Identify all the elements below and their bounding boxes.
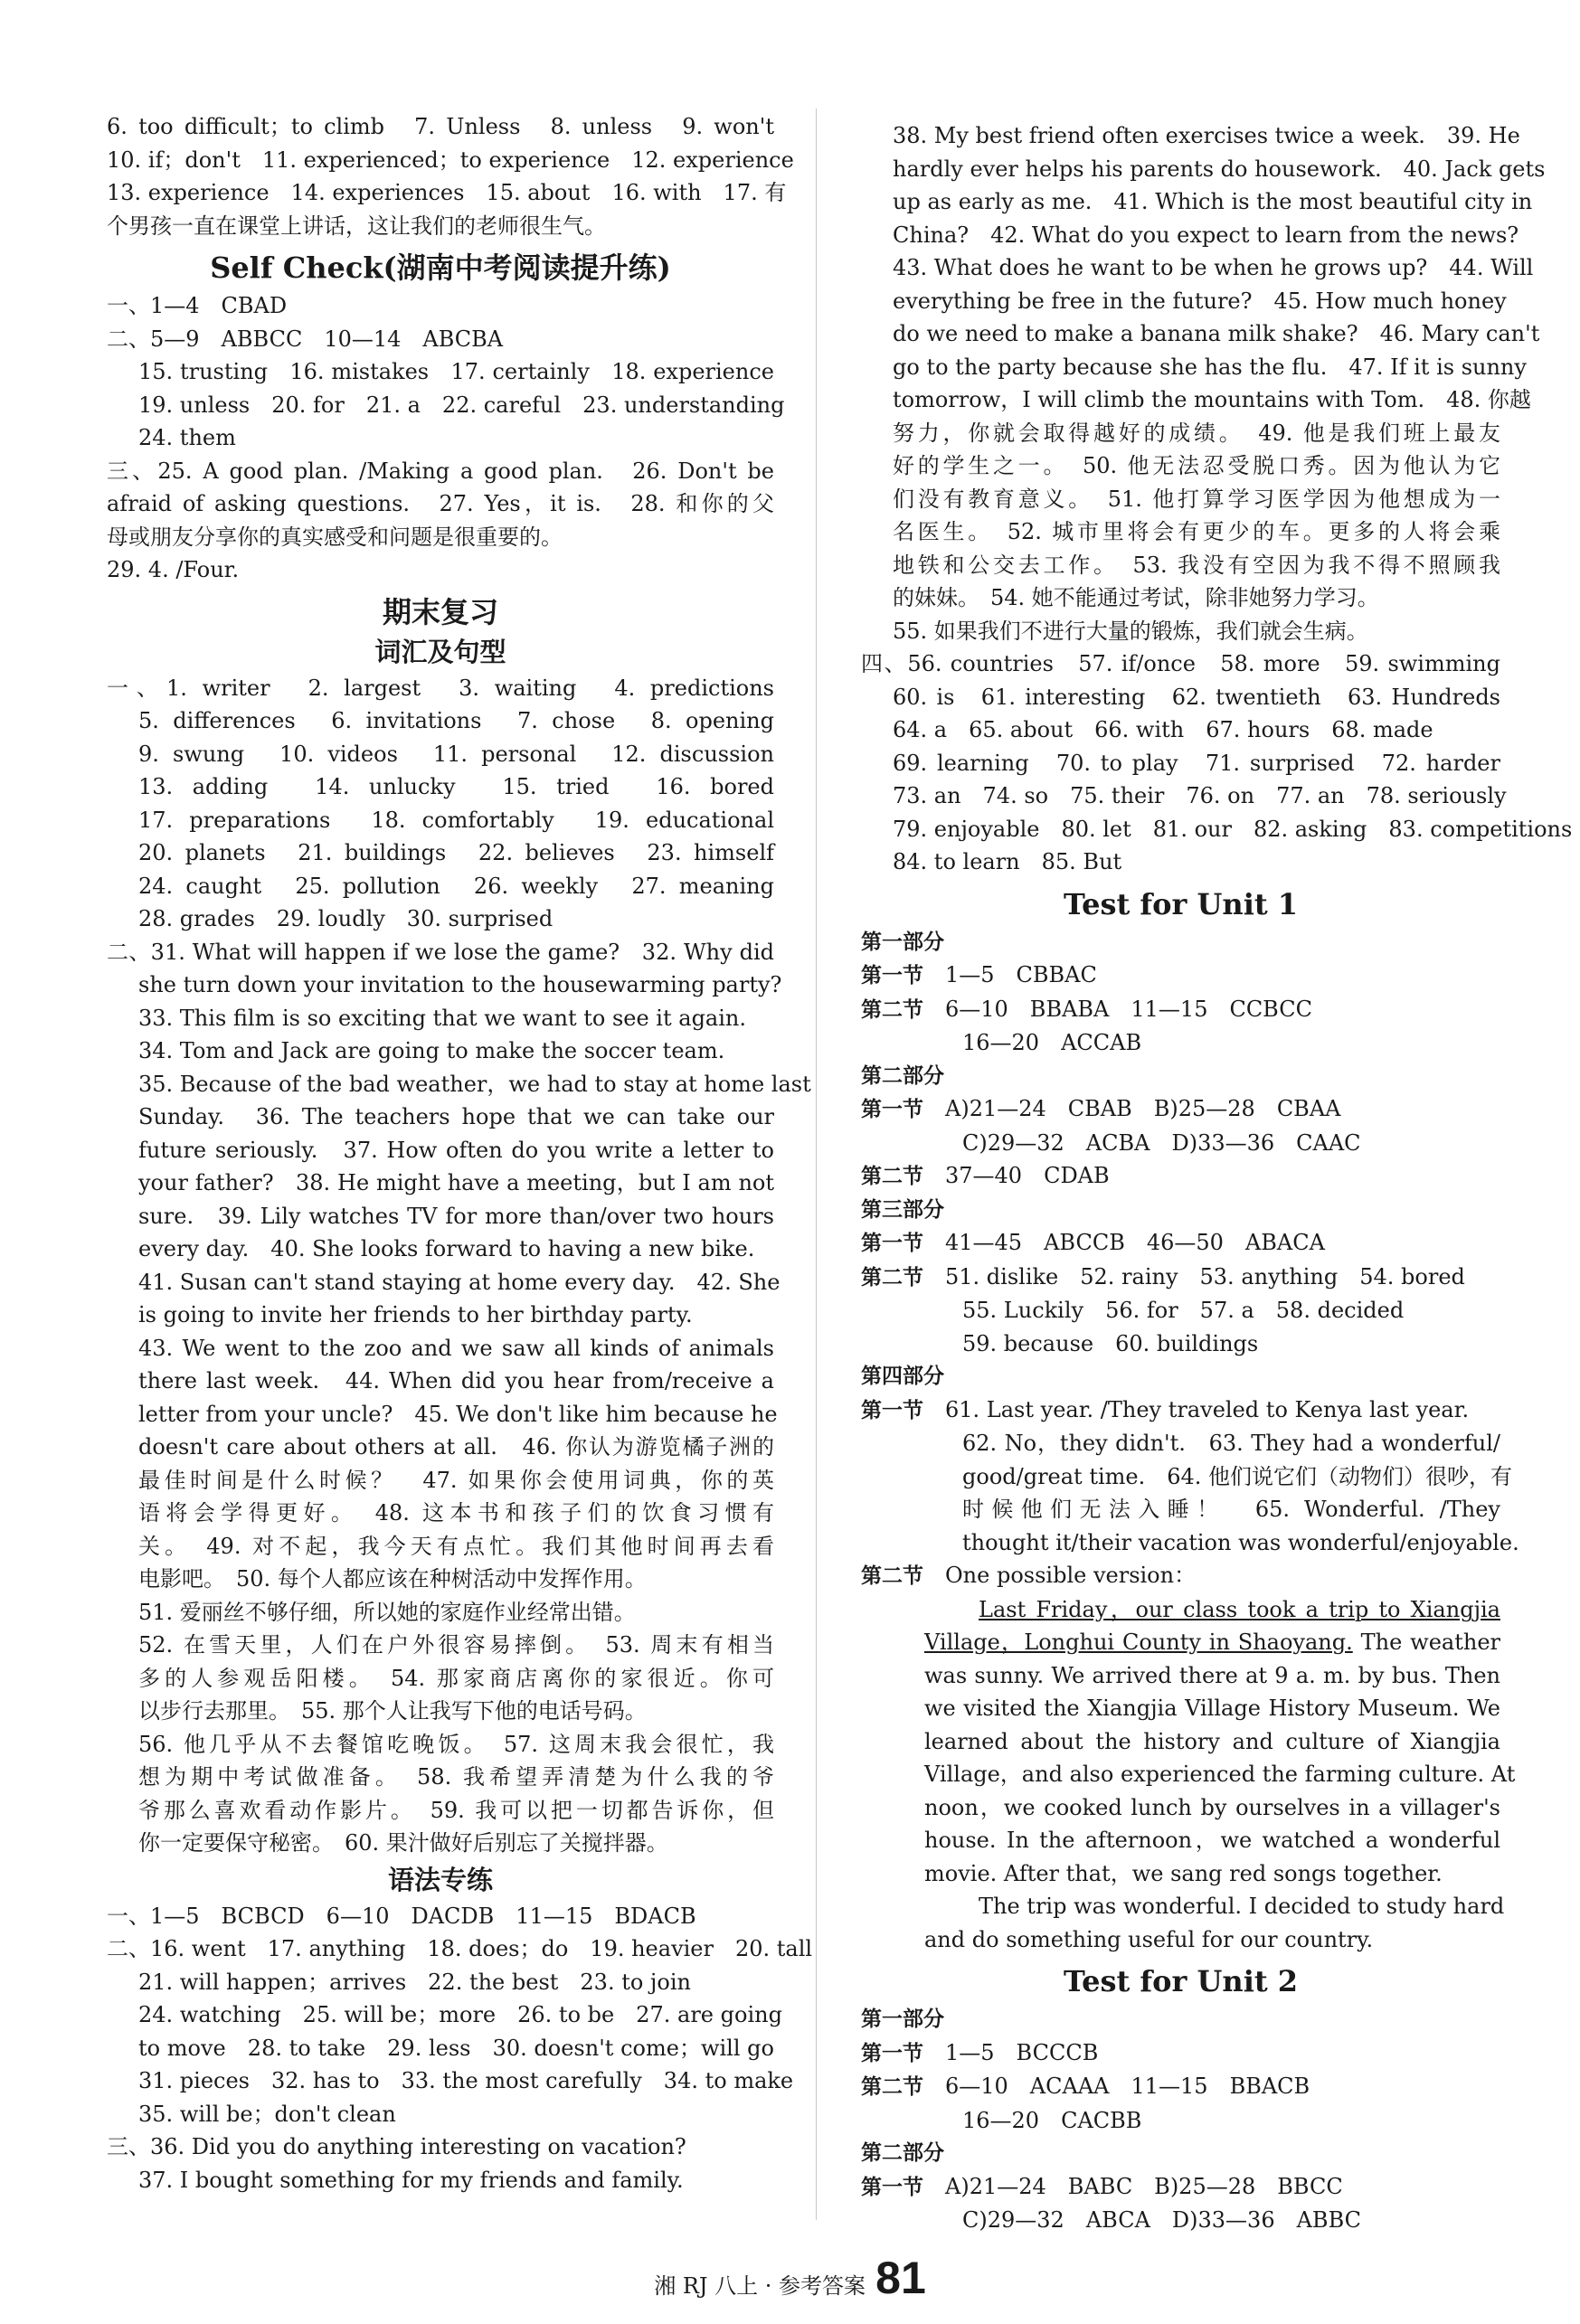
subsection-label: 第一节 (861, 1398, 923, 1422)
answer-line: 34. Tom and Jack are going to make the soccer team. (138, 1038, 725, 1063)
answer-line: 爷那么喜欢看动作影片。 59. 我可以把一切都告诉你，但 (138, 1797, 774, 1823)
answer-line: 69. learning 70. to play 71. surprised 72. harder (893, 750, 1500, 776)
answer-line: 多的人参观岳阳楼。 54. 那家商店离你的家很近。你可 (138, 1665, 774, 1691)
part-label: 第二部分 (861, 2141, 944, 2165)
subsection-line (861, 1261, 1500, 1295)
answer-line: 9. swung 10. videos 11. personal 12. discussion (138, 741, 774, 767)
answer-text: A)21—24 CBAB B)25—28 CBAA (945, 1096, 1341, 1121)
part-label: 第一部分 (861, 2008, 944, 2031)
answer-line: 时候他们无法入睡！ 65. Wonderful. /They (962, 1497, 1500, 1522)
answer-line: 想为期中考试做准备。 58. 我希望弄清楚为什么我的爷 (138, 1764, 774, 1790)
subsection-line (861, 1393, 1500, 1428)
answer-line: doesn't care about others at all. 46. 你认为游览橘子洲的 (138, 1434, 774, 1460)
answer-line (861, 1593, 1500, 1627)
answer-line: 6. too difficult；to climb 7. Unless 8. unless 9. won't (107, 114, 774, 139)
subsection-line (861, 993, 1500, 1027)
answer-line: Sunday. 36. The teachers hope that we can take our (138, 1104, 774, 1129)
answer-line: 73. an 74. so 75. their 76. on 77. an 78. seriously (893, 783, 1507, 808)
subsection-label: 第二节 (861, 1564, 923, 1588)
subsection-label: 第一节 (861, 1098, 923, 1121)
answer-text: The weather (1352, 1630, 1500, 1655)
page-number: 81 (875, 2253, 926, 2303)
answer-line: 24. caught 25. pollution 26. weekly 27. meaning (138, 873, 774, 899)
answer-text: 37—40 CDAB (945, 1163, 1110, 1188)
answer-line: we visited the Xiangjia Village History Museum. We (924, 1696, 1500, 1721)
answer-line: every day. 40. She looks forward to having a new bike. (138, 1236, 755, 1261)
answer-text: 6—10 ACAAA 11—15 BBACB (945, 2074, 1310, 2099)
subsection-label: 第二节 (861, 997, 923, 1022)
subsection-line (861, 959, 1500, 993)
answer-line: 的妹妹。 54. 她不能通过考试，除非她努力学习。 (893, 585, 1379, 610)
answer-line: 13. adding 14. unlucky 15. tried 16. bored (138, 774, 774, 799)
answer-line: go to the party because she has the flu. 47. If it is sunny (893, 354, 1527, 380)
answer-line: 35. Because of the bad weather，we had to stay at home last (138, 1071, 811, 1097)
answer-text: 51. dislike 52. rainy 53. anything 54. bored (945, 1263, 1465, 1290)
answer-line: do we need to make a banana milk shake? 46. Mary can't (893, 321, 1540, 346)
answer-line: 关。 49. 对不起，我今天有点忙。我们其他时间再去看 (138, 1533, 774, 1559)
answer-line: 24. watching 25. will be；more 26. to be 27. are going (138, 2002, 782, 2027)
subsection-label: 第二节 (861, 1165, 923, 1188)
page-footer (0, 2252, 1580, 2304)
subsection-line (861, 2070, 1500, 2104)
answer-line: 母或朋友分享你的真实感受和问题是很重要的。 (107, 524, 563, 550)
answer-line: 43. What does he want to be when he grows up? 44. Will (893, 255, 1534, 280)
answer-line: sure. 39. Lily watches TV for more than/over two hours (138, 1203, 774, 1229)
answer-line: 19. unless 20. for 21. a 22. careful 23. understanding (138, 392, 785, 418)
answer-line: 13. experience 14. experiences 15. about 16. with 17. 有 (107, 180, 787, 205)
subsection-label: 第二节 (861, 2075, 923, 2099)
section-heading: 期末复习 (382, 594, 498, 629)
answer-line: 17. preparations 18. comfortably 19. educational (138, 807, 774, 833)
footer-label: 湘 RJ 八上 · 参考答案 (654, 2273, 866, 2299)
answer-line: house. In the afternoon，we watched a wonderful (924, 1828, 1500, 1853)
answer-line: 们没有教育意义。 51. 他打算学习医学因为他想成为一 (893, 486, 1500, 512)
answer-line: 好的学生之一。 50. 他无法忍受脱口秀。因为他认为它 (893, 453, 1500, 478)
answer-line: 37. I bought something for my friends and family. (138, 2167, 684, 2193)
answer-line: China? 42. What do you expect to learn from the news? (893, 222, 1519, 248)
answer-line: everything be free in the future? 45. How much honey (893, 288, 1507, 314)
answer-line: 二、31. What will happen if we lose the game? 32. Why did (107, 939, 774, 965)
answer-line: there last week. 44. When did you hear from/receive a (138, 1368, 774, 1393)
subsection-line (861, 2170, 1500, 2205)
answer-line: 20. planets 21. buildings 22. believes 23. himself (138, 840, 774, 865)
answer-line: The trip was wonderful. I decided to study hard (979, 1894, 1505, 1919)
answer-line: noon，we cooked lunch by ourselves in a villager's (924, 1794, 1500, 1820)
answer-line: 二、16. went 17. anything 18. does；do 19. heavier 20. tall (107, 1936, 813, 1961)
answer-line: 24. them (138, 425, 236, 450)
answer-line: 四、56. countries 57. if/once 58. more 59. swimming (861, 651, 1500, 676)
answer-line: 三、25. A good plan. /Making a good plan. 26. Don't be (107, 458, 774, 484)
answer-line: 31. pieces 32. has to 33. the most carefully 34. to make (138, 2068, 794, 2093)
answer-line: future seriously. 37. How often do you write a letter to (138, 1137, 774, 1163)
answer-line: 一、1. writer 2. largest 3. waiting 4. predictions (107, 675, 774, 701)
answer-line: 79. enjoyable 80. let 81. our 82. asking 83. competitions (893, 816, 1573, 842)
section-heading: Test for Unit 1 (1063, 886, 1299, 921)
answer-line: movie. After that，we sang red songs together. (924, 1860, 1443, 1886)
answer-line: 三、36. Did you do anything interesting on vacation? (107, 2134, 686, 2159)
answer-line: to move 28. to take 29. less 30. doesn't come；will go (138, 2035, 774, 2061)
answer-line: 电影吧。 50. 每个人都应该在种树活动中发挥作用。 (138, 1566, 647, 1592)
answer-line: afraid of asking questions. 27. Yes，it is. 28. 和你的父 (107, 491, 774, 516)
answer-line: 语将会学得更好。 48. 这本书和孩子们的饮食习惯有 (138, 1500, 774, 1526)
answer-line: 一、1—5 BCBCD 6—10 DACDB 11—15 BDACB (107, 1903, 696, 1929)
part-label: 第二部分 (861, 1063, 944, 1088)
answer-line: 55. 如果我们不进行大量的锻炼，我们就会生病。 (893, 618, 1368, 644)
section-heading: Test for Unit 2 (1063, 1964, 1299, 1998)
underlined-text: Village，Longhui County in Shaoyang. (924, 1630, 1353, 1655)
subsection-line (861, 1559, 1500, 1593)
answer-line: Village，and also experienced the farming culture. At (924, 1762, 1516, 1787)
subsection-label: 第二节 (861, 1265, 923, 1290)
answer-line: 名医生。 52. 城市里将会有更少的车。更多的人将会乘 (893, 519, 1500, 544)
answer-line: was sunny. We arrived there at 9 a. m. by bus. Then (924, 1662, 1500, 1688)
answer-line: thought it/their vacation was wonderful/enjoyable. (962, 1529, 1519, 1555)
answer-line: 16—20 ACCAB (962, 1030, 1142, 1055)
subsection-label: 第一节 (861, 964, 923, 987)
answer-line: 努力，你就会取得越好的成绩。 49. 他是我们班上最友 (893, 420, 1500, 446)
answer-line: and do something useful for our country. (924, 1926, 1374, 1952)
subsection-label: 第一节 (861, 2175, 923, 2199)
answer-line: 16—20 CACBB (962, 2107, 1142, 2133)
answer-line: 地铁和公交去工作。 53. 我没有空因为我不得不照顾我 (893, 552, 1500, 578)
section-heading: 词汇及句型 (374, 636, 506, 667)
answer-line: 个男孩一直在课堂上讲话，这让我们的老师很生气。 (107, 213, 606, 239)
answer-line: C)29—32 ACBA D)33—36 CAAC (962, 1129, 1361, 1156)
answer-line: 29. 4. /Four. (107, 557, 240, 582)
section-heading: 语法专练 (387, 1864, 493, 1895)
answer-line: 35. will be；don't clean (138, 2101, 396, 2127)
answer-line: 一、1—4 CBAD (107, 293, 288, 318)
answer-line: 43. We went to the zoo and we saw all kinds of animals (138, 1335, 774, 1361)
answer-line: 28. grades 29. loudly 30. surprised (138, 906, 553, 931)
subsection-line (861, 2036, 1500, 2071)
part-label: 第四部分 (861, 1365, 944, 1388)
answer-line: 10. if；don't 11. experienced；to experience 12. experience (107, 146, 794, 173)
answer-line: 64. a 65. about 66. with 67. hours 68. made (893, 717, 1433, 742)
answer-line: is going to invite her friends to her birthday party. (138, 1302, 693, 1327)
answer-text: 1—5 CBBAC (945, 962, 1097, 987)
section-heading: Self Check(湖南中考阅读提升练) (210, 250, 671, 285)
answer-line: 33. This film is so exciting that we want to see it again. (138, 1005, 746, 1031)
underlined-text: Last Friday，our class took a trip to Xiangjia (979, 1596, 1500, 1622)
answer-text: One possible version： (945, 1563, 1197, 1588)
answer-line: 55. Luckily 56. for 57. a 58. decided (962, 1298, 1405, 1323)
answer-line: 59. because 60. buildings (962, 1330, 1259, 1356)
answer-line: up as early as me. 41. Which is the most beautiful city in (893, 189, 1533, 214)
answer-line: 最佳时间是什么时候？ 47. 如果你会使用词典，你的英 (138, 1467, 774, 1493)
answer-line: 二、5—9 ABBCC 10—14 ABCBA (107, 326, 504, 352)
answer-line: your father? 38. He might have a meeting，but I am not (138, 1170, 774, 1195)
answer-line: C)29—32 ABCA D)33—36 ABBC (962, 2207, 1362, 2233)
answer-line (861, 1626, 1500, 1659)
answer-line: 你一定要保守秘密。 60. 果汁做好后别忘了关搅拌器。 (138, 1830, 668, 1856)
answer-line: 41. Susan can't stand staying at home every day. 42. She (138, 1269, 781, 1295)
answer-line: 5. differences 6. invitations 7. chose 8. opening (138, 708, 774, 733)
answer-text: 6—10 BBABA 11—15 CCBCC (945, 996, 1312, 1022)
answer-text: 41—45 ABCCB 46—50 ABACA (945, 1230, 1325, 1255)
answer-line: she turn down your invitation to the housewarming party? (138, 972, 782, 997)
answer-text: A)21—24 BABC B)25—28 BBCC (945, 2173, 1343, 2199)
part-label: 第三部分 (861, 1197, 944, 1222)
answer-text: 1—5 BCCCB (945, 2039, 1099, 2065)
answer-line: tomorrow，I will climb the mountains with Tom. 48. 你越 (893, 387, 1531, 412)
right-column (861, 110, 1573, 2237)
subsection-label: 第一节 (861, 1232, 923, 1255)
answer-line: 60. is 61. interesting 62. twentieth 63. Hundreds (893, 684, 1500, 710)
answer-line: hardly ever helps his parents do housework. 40. Jack gets (893, 156, 1546, 182)
answer-line: good/great time. 64. 他们说它们（动物们）很吵，有 (962, 1463, 1513, 1489)
answer-line: 15. trusting 16. mistakes 17. certainly 18. experience (138, 359, 774, 384)
answer-line: 84. to learn 85. But (893, 849, 1122, 874)
answer-line: 以步行去那里。 55. 那个人让我写下他的电话号码。 (138, 1698, 647, 1724)
column-divider (816, 109, 817, 2220)
answer-text: 61. Last year. /They traveled to Kenya last year. (945, 1396, 1470, 1422)
answer-line: 51. 爱丽丝不够仔细，所以她的家庭作业经常出错。 (138, 1599, 636, 1625)
answer-line: 52. 在雪天里，人们在户外很容易摔倒。 53. 周末有相当 (138, 1632, 774, 1658)
left-column (107, 110, 813, 2196)
part-label: 第一部分 (861, 930, 944, 954)
subsection-line (861, 1226, 1500, 1261)
answer-line: learned about the history and culture of Xiangjia (924, 1728, 1500, 1754)
subsection-label: 第一节 (861, 2041, 923, 2065)
subsection-line (861, 1092, 1500, 1127)
answer-line: 38. My best friend often exercises twice a week. 39. He (893, 123, 1520, 148)
answer-line: 56. 他几乎从不去餐馆吃晚饭。 57. 这周末我会很忙，我 (138, 1731, 774, 1757)
answer-line: 21. will happen；arrives 22. the best 23. to join (138, 1969, 691, 1995)
subsection-line (861, 1159, 1500, 1194)
answer-line: letter from your uncle? 45. We don't like him because he (138, 1401, 778, 1427)
answer-line: 62. No，they didn't. 63. They had a wonderful/ (962, 1431, 1500, 1456)
